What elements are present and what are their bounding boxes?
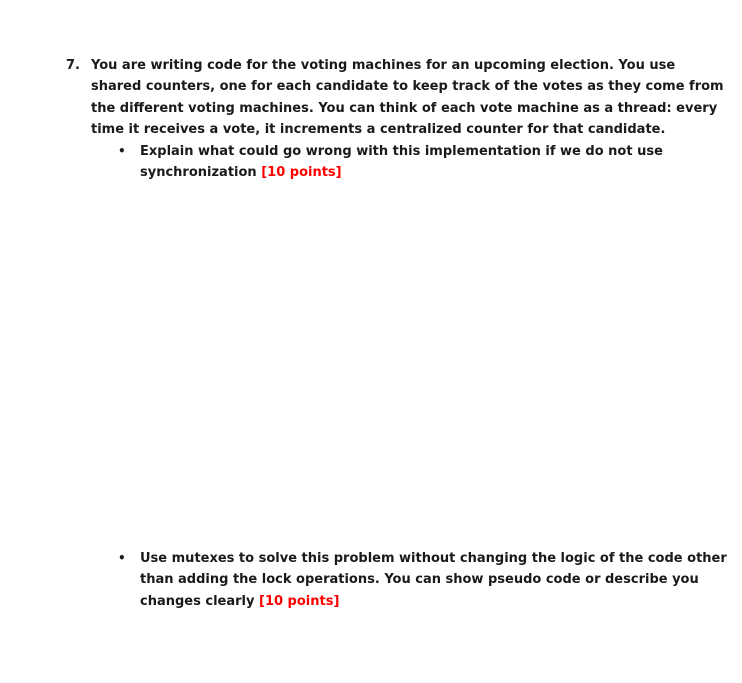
points-label: [10 points] [259, 593, 340, 609]
points-label: [10 points] [261, 165, 342, 181]
question-text [91, 55, 724, 140]
question-line: time it receives a vote, it increments a centralized counter for that candidate. [91, 121, 666, 137]
sub-question-line [140, 162, 700, 183]
bullet-icon: • [118, 144, 126, 158]
question-line: shared counters, one for each candidate to keep track of the votes as they come from [91, 79, 724, 95]
sub-question-text [140, 141, 700, 184]
sub-question-line: than adding the lock operations. You can show pseudo code or describe you [140, 572, 699, 588]
bullet-icon: • [118, 551, 126, 565]
sub-question-line: Explain what could go wrong with this implementation if we do not use [140, 144, 663, 159]
question-line: You are writing code for the voting machines for an upcoming election. You use [91, 58, 676, 73]
sub-question-text [140, 548, 727, 612]
sub-question-line [140, 591, 700, 612]
question-line: the different voting machines. You can think of each vote machine as a thread: every [91, 100, 718, 116]
sub-question-line: Use mutexes to solve this problem without changing the logic of the code other [140, 551, 727, 566]
sub-question-line-text: changes clearly [140, 593, 259, 609]
sub-question-line-text: synchronization [140, 165, 262, 181]
question-number: 7. [66, 58, 80, 73]
